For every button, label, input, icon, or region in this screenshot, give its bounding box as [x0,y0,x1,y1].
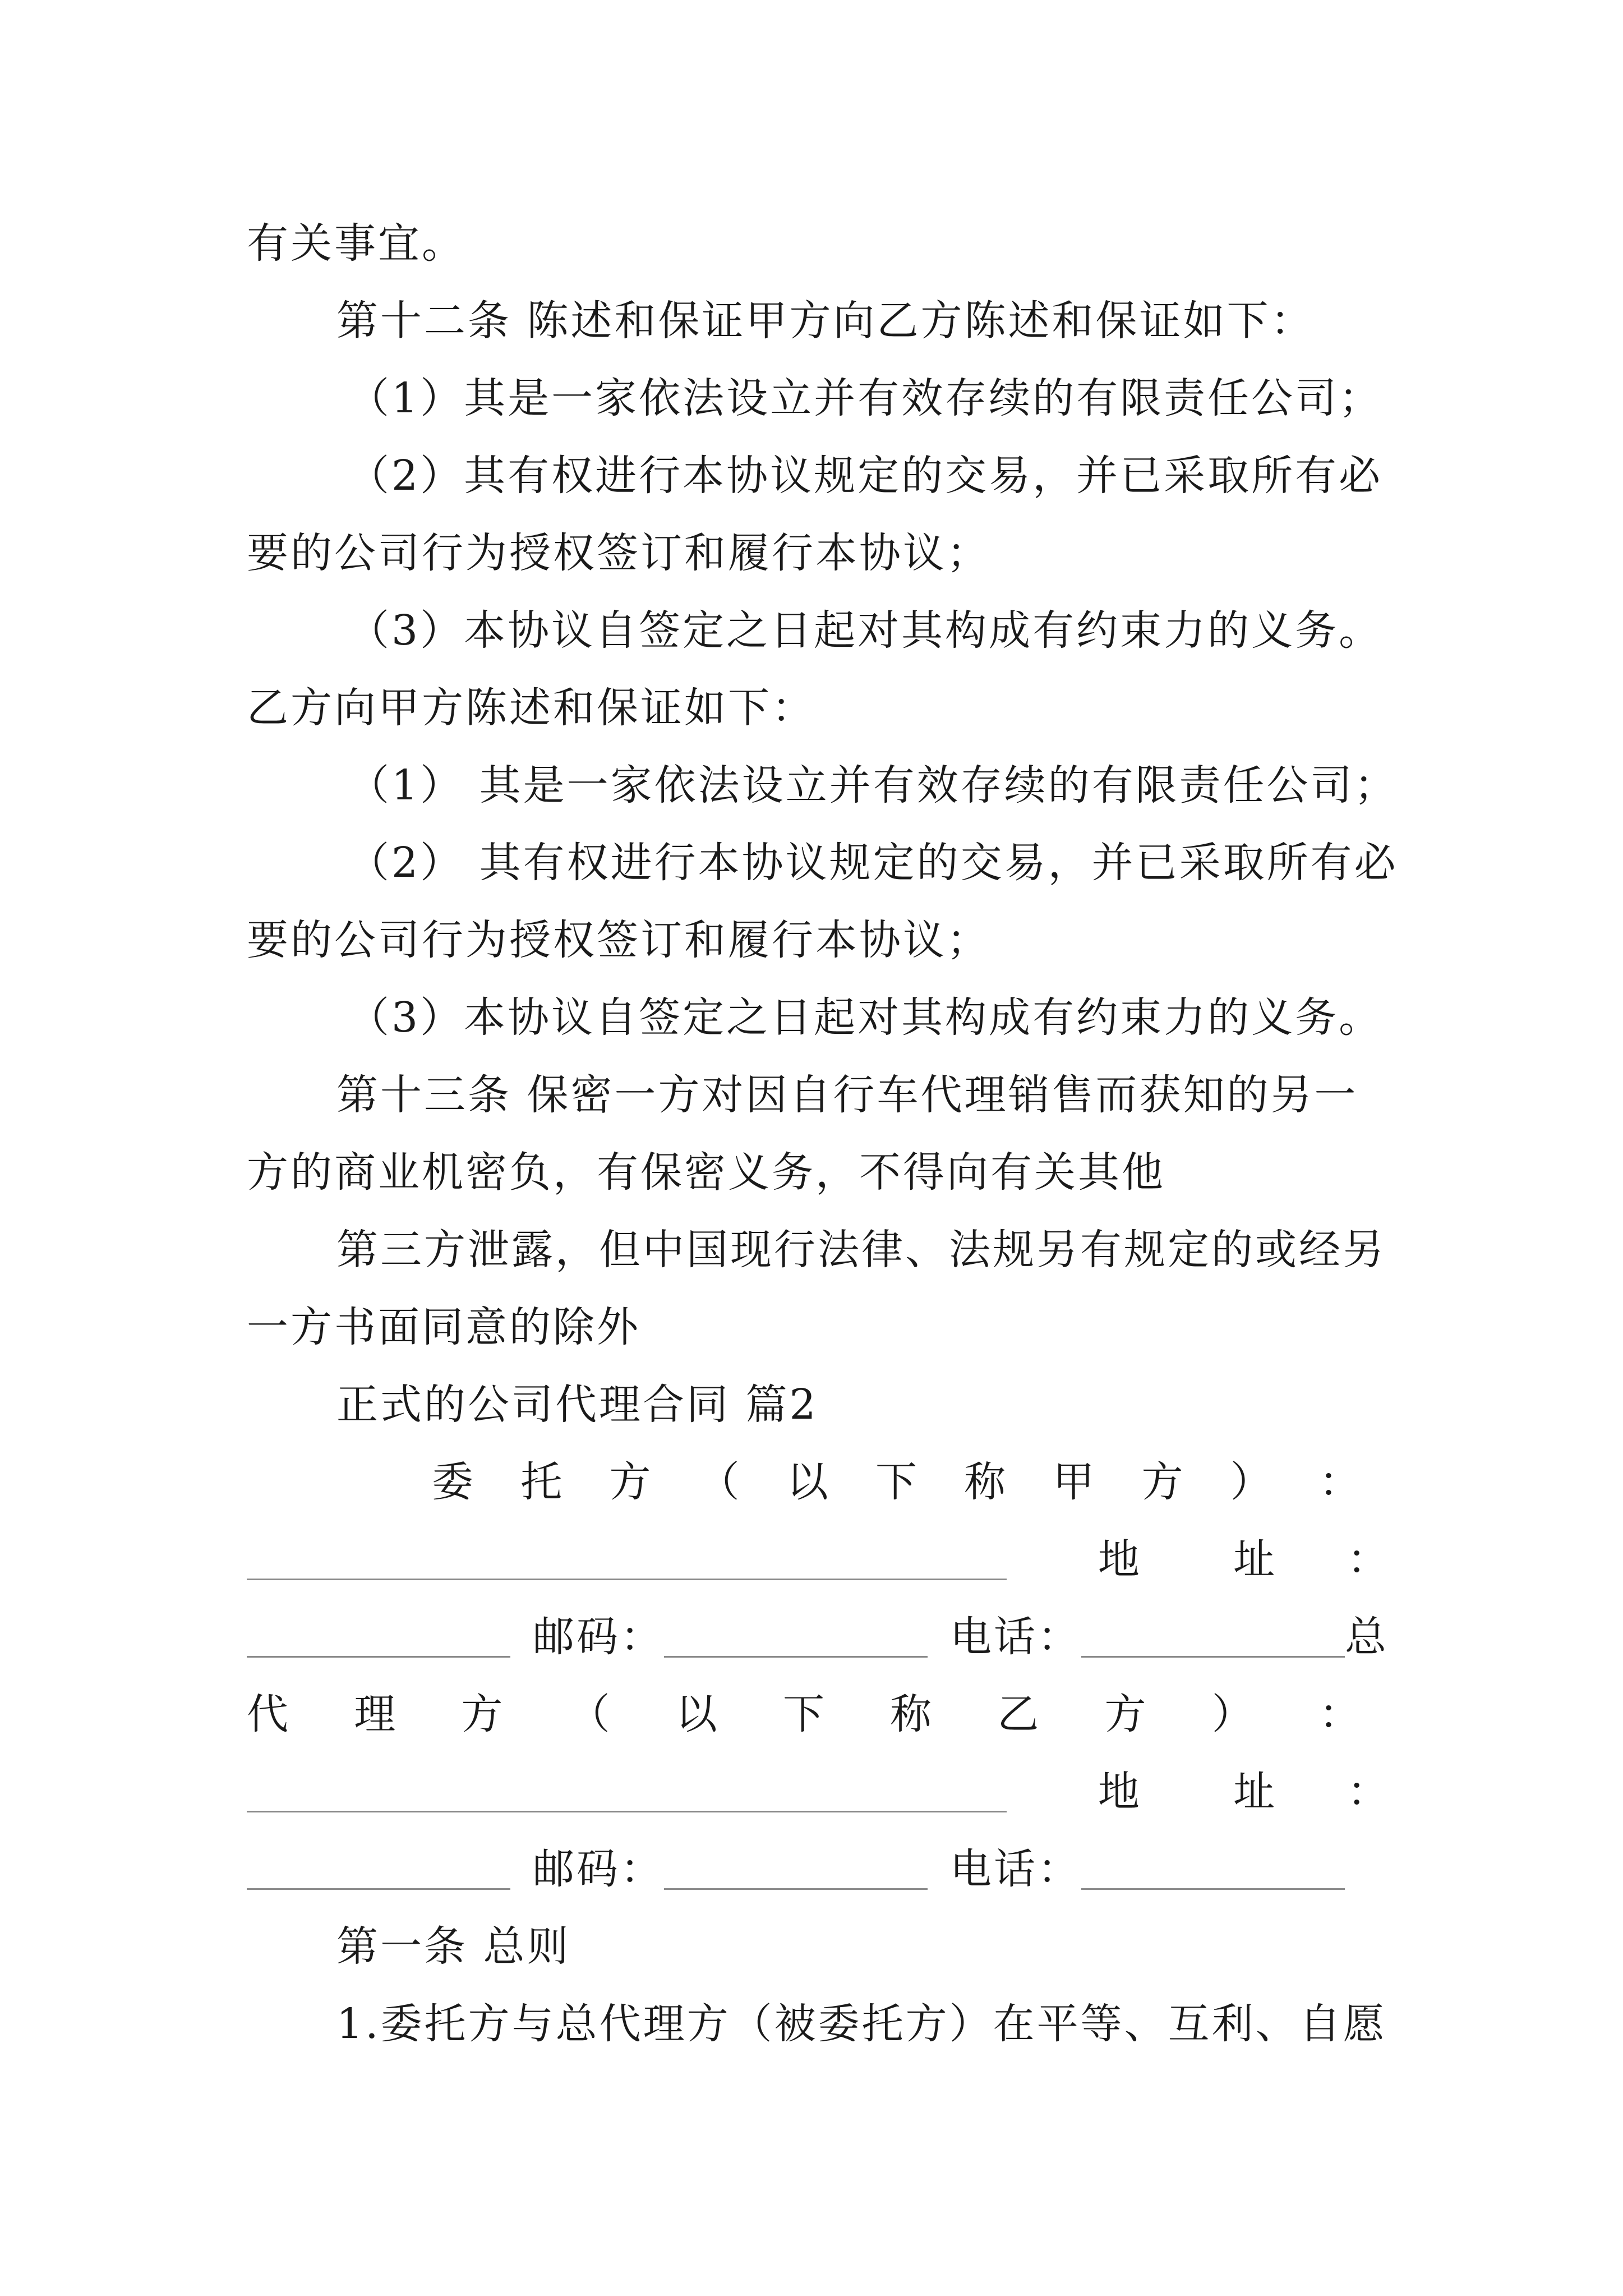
label-char: 方 [1141,1458,1186,1506]
principal-phone-blank[interactable] [1081,1617,1345,1658]
paragraph: （2） 其有权进行本协议规定的交易，并已采取所有必 [348,839,1398,887]
postcode-label: 邮码： [533,1613,664,1661]
label-char: 称 [890,1690,934,1738]
paragraph: （3）本协议自签定之日起对其构成有约束力的义务。 [348,606,1383,655]
section-title: 正式的公司代理合同 篇2 [336,1381,818,1429]
label-char: 以 [675,1690,720,1738]
label-char: 甲 [1053,1458,1097,1506]
principal-contact-row [247,1598,1391,1676]
agent-contact-row [247,1830,1391,1908]
label-char: （ [568,1690,612,1738]
agent-postcode-blank[interactable] [664,1849,928,1890]
trailing-char: 总 [1345,1613,1389,1661]
agent-address-blank[interactable] [247,1849,510,1890]
address-char: 地 [1098,1535,1142,1584]
label-char: ） [1230,1458,1274,1506]
article-12-heading: 第十二条 陈述和保证甲方向乙方陈述和保证如下： [336,297,1315,345]
address-char: ： [1347,1768,1391,1816]
paragraph: 一方书面同意的除外 [247,1303,640,1351]
paragraph: 第三方泄露，但中国现行法律、法规另有规定的或经另 [336,1226,1386,1274]
label-char: 下 [875,1458,919,1506]
label-char: 以 [786,1458,831,1506]
label-char: 方 [609,1458,653,1506]
address-char: ： [1347,1535,1391,1584]
label-char: 方 [461,1690,505,1738]
paragraph: 要的公司行为授权签订和履行本协议； [247,529,990,577]
paragraph: 要的公司行为授权签订和履行本协议； [247,916,990,964]
paragraph: （1） 其是一家依法设立并有效存续的有限责任公司； [348,761,1398,809]
agent-address-row [247,1753,1391,1830]
principal-postcode-blank[interactable] [664,1617,928,1658]
postcode-label: 邮码： [533,1845,664,1893]
agent-name-blank[interactable] [247,1772,1007,1812]
label-char: 称 [964,1458,1008,1506]
agent-label-row [247,1676,1363,1753]
label-char: 方 [1104,1690,1149,1738]
label-char: 理 [354,1690,398,1738]
label-char: 托 [520,1458,565,1506]
label-char: ） [1211,1690,1256,1738]
paragraph: （1）其是一家依法设立并有效存续的有限责任公司； [348,374,1383,422]
address-char: 址 [1233,1535,1278,1584]
label-char: 委 [432,1458,476,1506]
label-char: 乙 [997,1690,1041,1738]
label-char: ： [1318,1690,1363,1738]
label-char: （ [698,1458,742,1506]
paragraph: 1.委托方与总代理方（被委托方）在平等、互利、自愿 [336,2000,1387,2048]
address-char: 地 [1098,1768,1142,1816]
principal-label-row [432,1443,1363,1521]
paragraph: 有关事宜。 [247,219,465,268]
address-char: 址 [1233,1768,1278,1816]
paragraph: 方的商业机密负，有保密义务，不得向有关其他 [247,1148,1165,1197]
label-char: ： [1318,1458,1363,1506]
paragraph: （2）其有权进行本协议规定的交易，并已采取所有必 [348,452,1383,500]
principal-name-blank[interactable] [247,1539,1007,1580]
paragraph: 乙方向甲方陈述和保证如下： [247,684,815,732]
paragraph: （3）本协议自签定之日起对其构成有约束力的义务。 [348,993,1383,1042]
article-13-heading: 第十三条 保密一方对因自行车代理销售而获知的另一 [336,1071,1358,1119]
phone-label: 电话： [950,1845,1081,1893]
agent-phone-blank[interactable] [1081,1849,1345,1890]
label-char: 下 [782,1690,827,1738]
principal-address-blank[interactable] [247,1617,510,1658]
label-char: 代 [247,1690,291,1738]
phone-label: 电话： [950,1613,1081,1661]
article-1-heading: 第一条 总则 [336,1922,571,1971]
principal-address-row [247,1521,1391,1598]
